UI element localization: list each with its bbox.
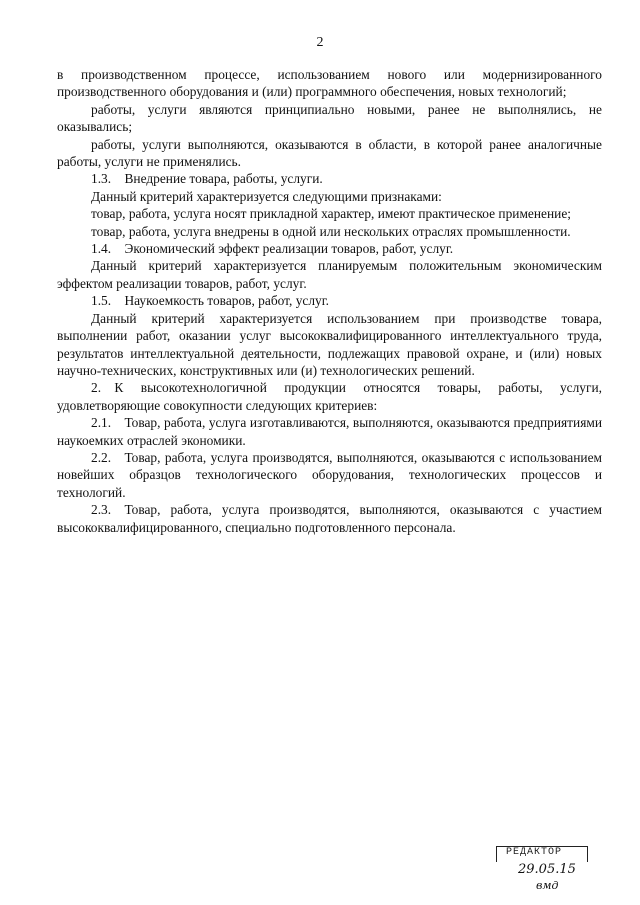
criterion-2-1: 2.1. Товар, работа, услуга изготавливаются, выполняются, оказываются предприятиями наукоемких отраслей экономики. (57, 415, 602, 448)
page-number: 2 (316, 35, 324, 50)
section-heading-1-3: 1.3. Внедрение товара, работы, услуги. (91, 171, 323, 187)
paragraph: Данный критерий характеризуется следующими признаками: (91, 188, 442, 204)
paragraph: Данный критерий характеризуется использованием при производстве товара, выполнении работ, оказании услуг высококвалифицированного интеллектуального труда, результатов интеллектуальной деятельности, подлежащих правовой охране, и (или) новых научно-технических, конструктивных или (и) технологических решений. (57, 310, 602, 378)
stamp-label: РЕДАКТОР (506, 847, 563, 858)
criterion-2-2: 2.2. Товар, работа, услуга производятся, выполняются, оказываются с использованием новейших образцов технологического оборудования, технологических процессов и технологий. (57, 449, 602, 500)
criterion-2-3: 2.3. Товар, работа, услуга производятся, выполняются, оказываются с участием высококвалифицированного, специально подготовленного персонала. (57, 502, 602, 535)
stamp-initials: вмд (536, 879, 559, 892)
editor-stamp (496, 846, 592, 898)
paragraph: в производственном процессе, использованием нового или модернизированного производственного оборудования и (или) программного обеспечения, новых технологий; (57, 67, 602, 100)
section-heading-2: 2. К высокотехнологичной продукции относятся товары, работы, услуги, удовлетворяющие совокупности следующих критериев: (57, 380, 602, 413)
paragraph: Данный критерий характеризуется планируемым положительным экономическим эффектом реализации товаров, работ, услуг. (57, 258, 602, 291)
paragraph: работы, услуги являются принципиально новыми, ранее не выполнялись, не оказывались; (57, 101, 602, 135)
paragraph: товар, работа, услуга носят прикладной характер, имеют практическое применение; (91, 206, 571, 222)
document-body (57, 66, 602, 536)
section-heading-1-4: 1.4. Экономический эффект реализации товаров, работ, услуг. (91, 241, 454, 257)
section-heading-1-5: 1.5. Наукоемкость товаров, работ, услуг. (91, 293, 330, 309)
paragraph: работы, услуги выполняются, оказываются в области, в которой ранее аналогичные работы, услуги не применялись. (57, 136, 602, 170)
stamp-date: 29.05.15 (518, 862, 576, 877)
paragraph: товар, работа, услуга внедрены в одной или нескольких отраслях промышленности. (91, 223, 571, 239)
